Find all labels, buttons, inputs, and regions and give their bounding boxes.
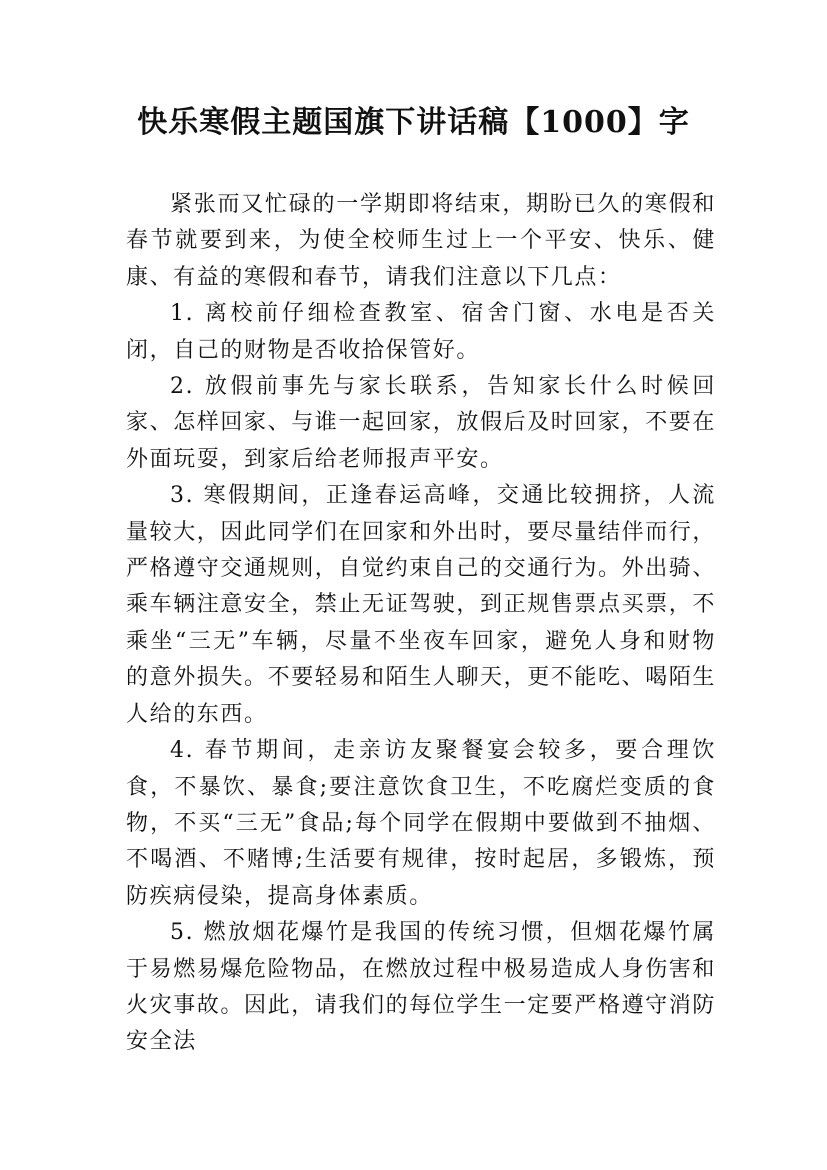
paragraph-intro: 紧张而又忙碌的一学期即将结束，期盼已久的寒假和春节就要到来，为使全校师生过上一个平安、快乐、健康、有益的寒假和春节，请我们注意以下几点：	[126, 192, 716, 290]
paragraph-item-3: 3. 寒假期间，正逢春运高峰，交通比较拥挤，人流量较大，因此同学们在回家和外出时，要尽量结伴而行，严格遵守交通规则，自觉约束自己的交通行为。外出骑、乘车辆注意安全，禁止无证驾驶，到正规售票点买票，不乘坐“三无”车辆，尽量不坐夜车回家，避免人身和财物的意外损失。不要轻易和陌生人聊天，更不能吃、喝陌生人给的东西。	[126, 483, 717, 727]
document-title: 快乐寒假主题国旗下讲话稿【1000】字	[137, 105, 690, 140]
paragraph-item-2: 2. 放假前事先与家长联系，告知家长什么时候回家、怎样回家、与谁一起回家，放假后及时回家，不要在外面玩耍，到家后给老师报声平安。	[126, 374, 717, 472]
document-body	[126, 187, 716, 1061]
paragraph-item-5: 5. 燃放烟花爆竹是我国的传统习惯，但烟花爆竹属于易燃易爆危险物品，在燃放过程中极易造成人身伤害和火灾事故。因此，请我们的每位学生一定要严格遵守消防安全法	[126, 920, 717, 1055]
paragraph-item-4: 4. 春节期间，走亲访友聚餐宴会较多，要合理饮食，不暴饮、暴食;要注意饮食卫生，不吃腐烂变质的食物，不买“三无”食品;每个同学在假期中要做到不抽烟、不喝酒、不赌博;生活要有规律，按时起居，多锻炼，预防疾病侵染，提高身体素质。	[126, 738, 716, 909]
paragraph-item-1: 1. 离校前仔细检查教室、宿舍门窗、水电是否关闭，自己的财物是否收拾保管好。	[126, 301, 716, 363]
